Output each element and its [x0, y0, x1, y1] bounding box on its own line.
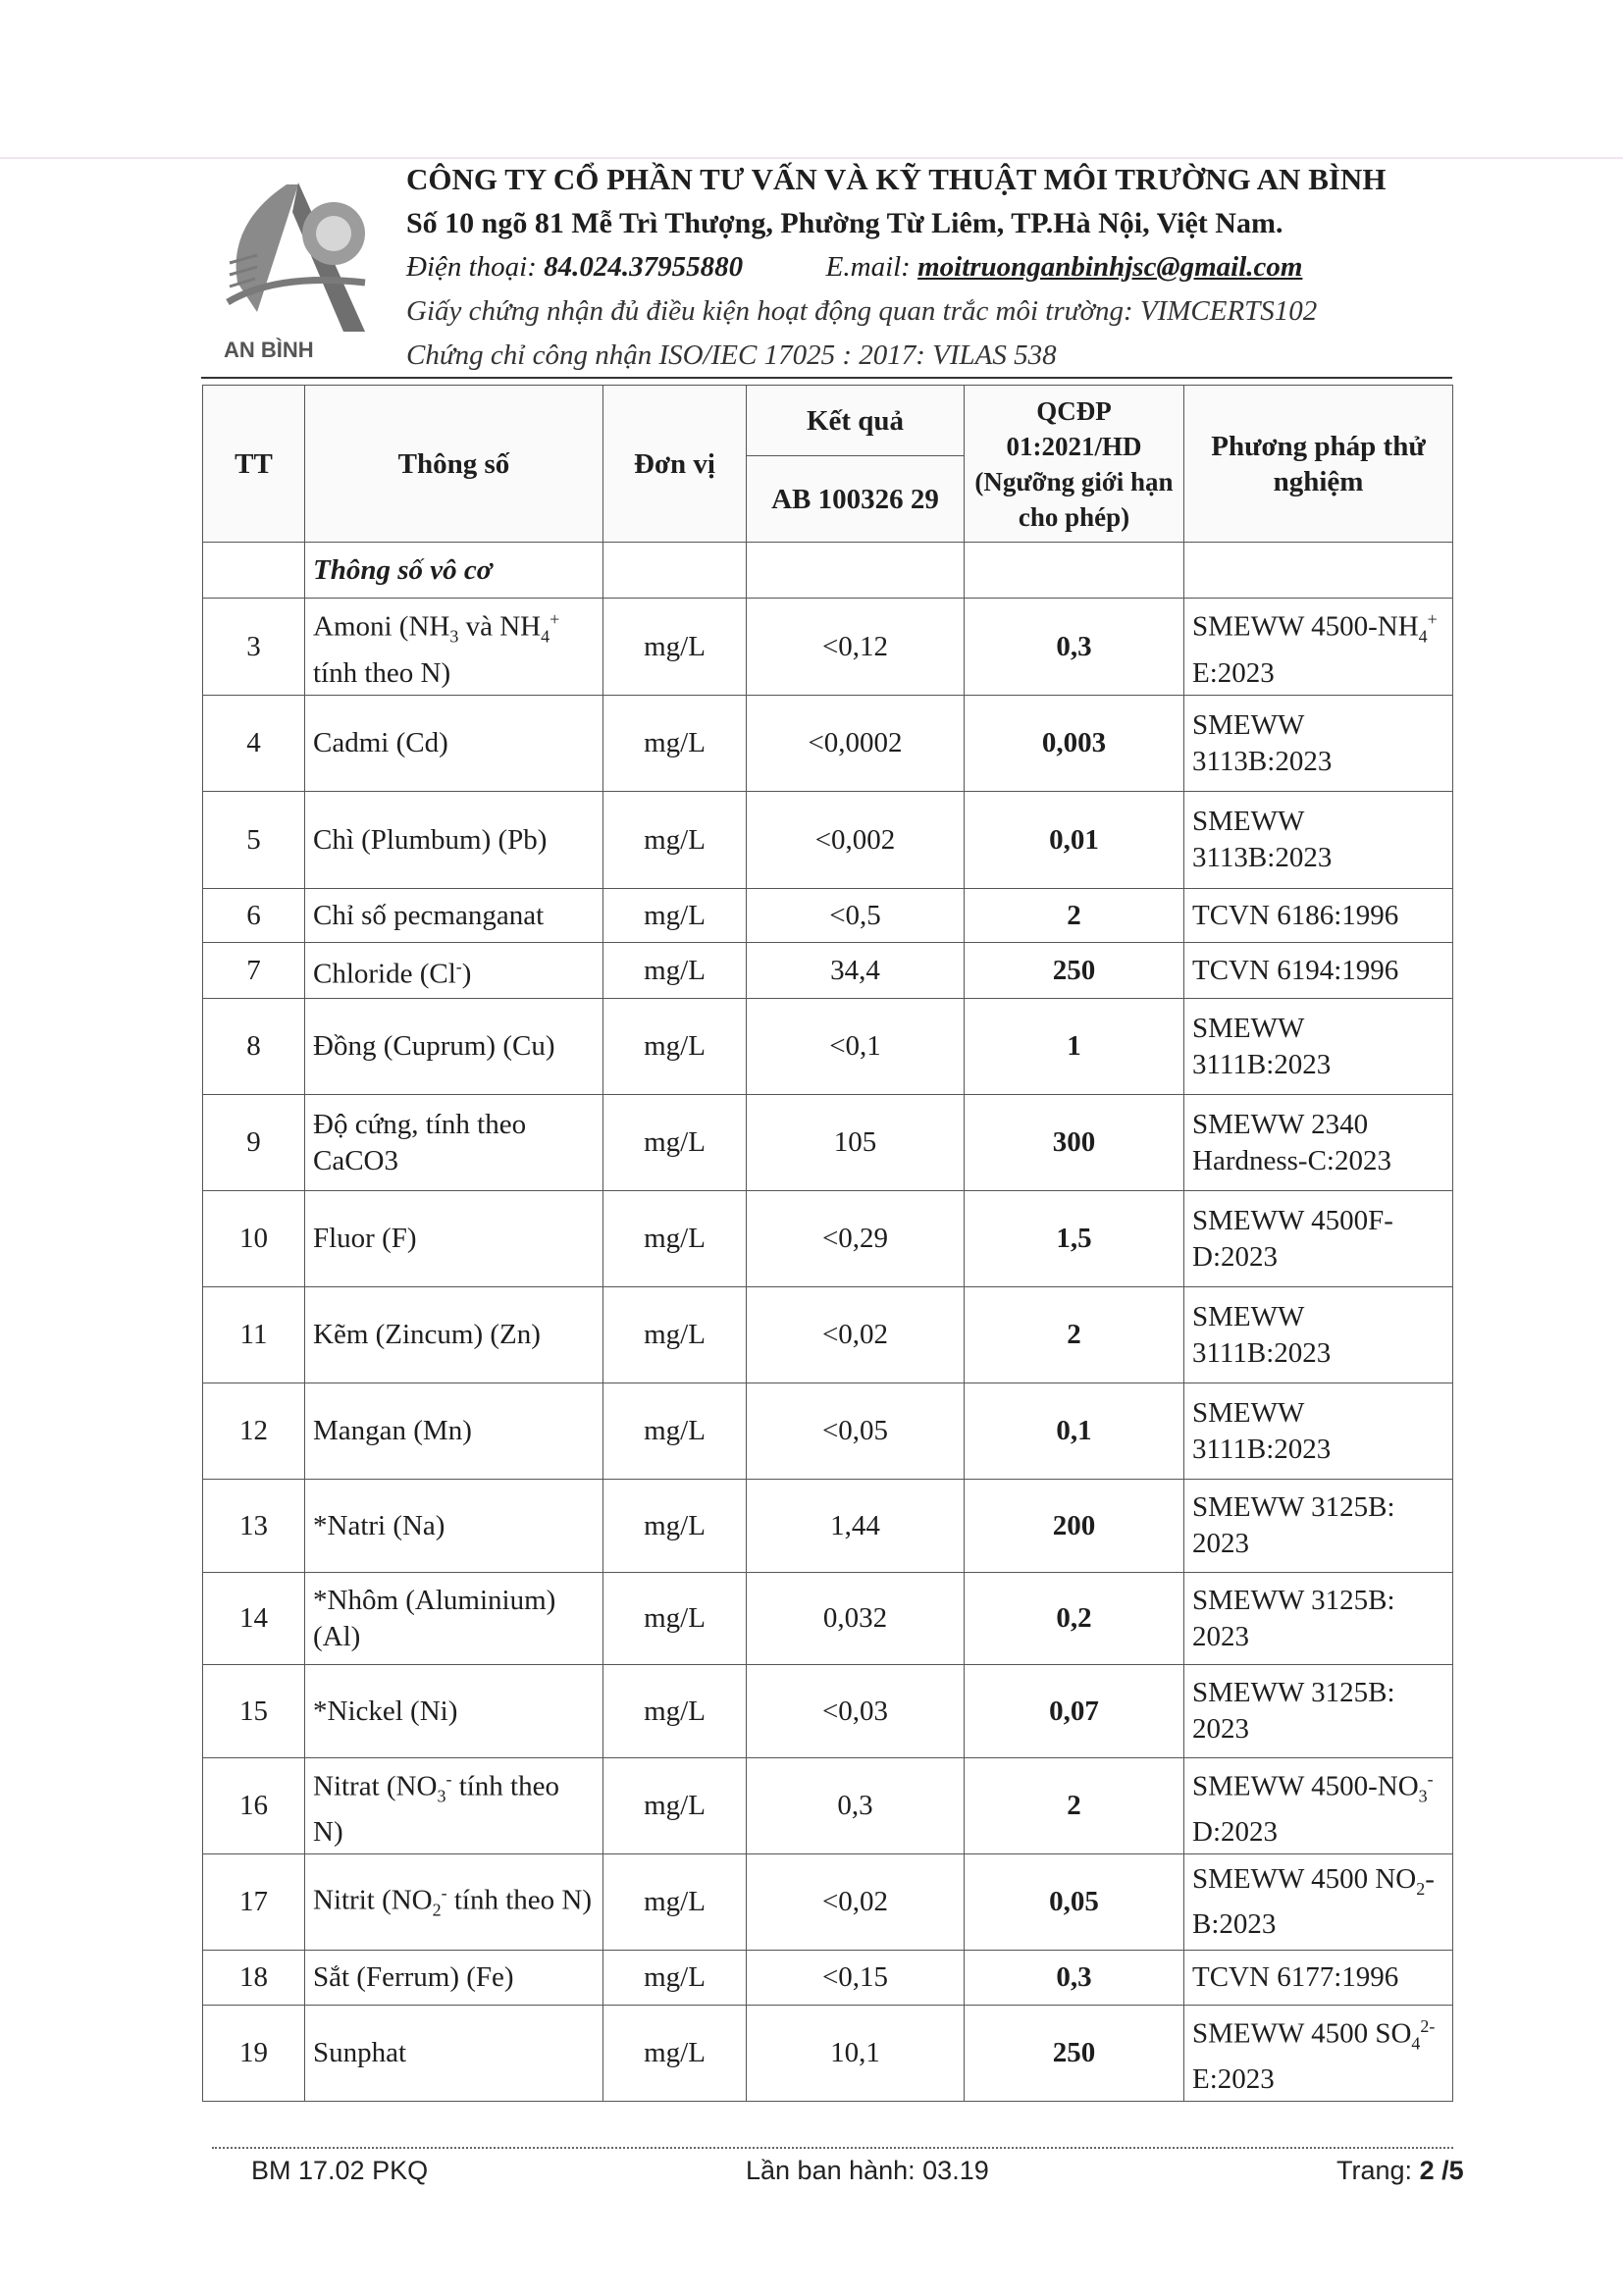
row-result: 1,44: [747, 1480, 965, 1573]
header-tt: TT: [203, 386, 305, 543]
row-unit: mg/L: [603, 1665, 747, 1758]
row-method: TCVN 6177:1996: [1184, 1951, 1453, 2006]
row-method: SMEWW 2340 Hardness-C:2023: [1184, 1095, 1453, 1191]
row-unit: mg/L: [603, 1383, 747, 1480]
page-label: Trang:: [1336, 2156, 1413, 2185]
section-row: [203, 543, 1453, 599]
row-result: <0,05: [747, 1383, 965, 1480]
issue-number: Lần ban hành: 03.19: [746, 2156, 989, 2185]
row-param: Đồng (Cuprum) (Cu): [305, 999, 603, 1095]
header-unit: Đơn vị: [603, 386, 747, 543]
table-row: [203, 2006, 1453, 2102]
row-method: SMEWW 3111B:2023: [1184, 1383, 1453, 1480]
logo-text: AN BÌNH: [224, 338, 314, 361]
row-tt: 9: [203, 1095, 305, 1191]
row-result: <0,02: [747, 1854, 965, 1951]
row-unit: mg/L: [603, 1287, 747, 1383]
row-result: <0,1: [747, 999, 965, 1095]
row-param: Cadmi (Cd): [305, 696, 603, 792]
row-limit: 0,2: [965, 1573, 1184, 1665]
email-link[interactable]: moitruonganbinhjsc@gmail.com: [917, 251, 1303, 283]
row-unit: mg/L: [603, 696, 747, 792]
row-limit: 0,1: [965, 1383, 1184, 1480]
form-code: BM 17.02 PKQ: [251, 2156, 429, 2185]
footer-divider: [212, 2147, 1453, 2149]
row-result: <0,0002: [747, 696, 965, 792]
row-limit: 300: [965, 1095, 1184, 1191]
table-row: [203, 1191, 1453, 1287]
header-method: Phương pháp thử nghiệm: [1184, 386, 1453, 543]
row-method: SMEWW 4500 $SO_4^{2-}E:2023$: [1184, 2006, 1453, 2102]
table-header-row: [203, 386, 1453, 456]
row-limit: 250: [965, 943, 1184, 999]
row-tt: 13: [203, 1480, 305, 1573]
row-param: Amoni ($NH_3$ và $NH_4^+$ tính theo N): [305, 599, 603, 696]
row-tt: 6: [203, 889, 305, 943]
row-result: <0,02: [747, 1287, 965, 1383]
row-limit: 0,003: [965, 696, 1184, 792]
table-row: [203, 1758, 1453, 1854]
table-row: [203, 943, 1453, 999]
phone-number: 84.024.37955880: [544, 251, 744, 283]
row-limit: 0,07: [965, 1665, 1184, 1758]
company-name: CÔNG TY CỔ PHẦN TƯ VẤN VÀ KỸ THUẬT MÔI TRƯỜNG AN BÌNH: [406, 162, 1387, 196]
company-address: Số 10 ngõ 81 Mễ Trì Thượng, Phường Từ Liêm, TP.Hà Nội, Việt Nam.: [406, 207, 1283, 239]
row-unit: mg/L: [603, 889, 747, 943]
row-tt: 10: [203, 1191, 305, 1287]
header-qcdp-line2: 01:2021/HD: [1006, 431, 1142, 461]
table-row: [203, 999, 1453, 1095]
row-tt: 12: [203, 1383, 305, 1480]
header-qcdp: [965, 386, 1184, 543]
row-unit: mg/L: [603, 1480, 747, 1573]
row-result: 34,4: [747, 943, 965, 999]
row-tt: 19: [203, 2006, 305, 2102]
row-unit: mg/L: [603, 1854, 747, 1951]
row-unit: mg/L: [603, 943, 747, 999]
row-limit: 0,3: [965, 599, 1184, 696]
row-param: Độ cứng, tính theo CaCO3: [305, 1095, 603, 1191]
row-tt: 4: [203, 696, 305, 792]
row-result: <0,002: [747, 792, 965, 889]
row-limit: 0,05: [965, 1854, 1184, 1951]
header-param: Thông số: [305, 386, 603, 543]
row-method: SMEWW 4500F-D:2023: [1184, 1191, 1453, 1287]
row-param: Chloride (Cl-): [305, 943, 603, 999]
phone-label: Điện thoại:: [406, 251, 537, 283]
section-title: Thông số vô cơ: [305, 543, 603, 599]
header-qcdp-line3: (Ngưỡng giới hạn cho phép): [974, 466, 1174, 532]
row-tt: 11: [203, 1287, 305, 1383]
row-param: *Natri (Na): [305, 1480, 603, 1573]
table-row: [203, 1951, 1453, 2006]
row-limit: 2: [965, 1758, 1184, 1854]
row-unit: mg/L: [603, 1191, 747, 1287]
row-tt: 18: [203, 1951, 305, 2006]
row-limit: 2: [965, 1287, 1184, 1383]
row-result: <0,15: [747, 1951, 965, 2006]
table-row: [203, 1665, 1453, 1758]
row-param: Nitrit ($NO_2^-$ tính theo N): [305, 1854, 603, 1951]
row-unit: mg/L: [603, 1951, 747, 2006]
header-sample-id: AB 100326 29: [747, 456, 965, 543]
row-result: 0,032: [747, 1573, 965, 1665]
vimcerts-certificate: Giấy chứng nhận đủ điều kiện hoạt động quan trắc môi trường: VIMCERTS102: [406, 295, 1318, 327]
row-method: SMEWW 3113B:2023: [1184, 696, 1453, 792]
header-result: Kết quả: [747, 386, 965, 456]
row-param: Nitrat ($NO_3^-$ tính theo N): [305, 1758, 603, 1854]
results-table: [202, 385, 1453, 2102]
row-tt: 15: [203, 1665, 305, 1758]
page-number: 2 /5: [1419, 2156, 1464, 2185]
table-row: [203, 1573, 1453, 1665]
row-param: Mangan (Mn): [305, 1383, 603, 1480]
row-unit: mg/L: [603, 1758, 747, 1854]
table-row: [203, 599, 1453, 696]
row-tt: 14: [203, 1573, 305, 1665]
row-method: SMEWW 3125B: 2023: [1184, 1665, 1453, 1758]
row-param: Kẽm (Zincum) (Zn): [305, 1287, 603, 1383]
row-tt: 17: [203, 1854, 305, 1951]
logo-mark-icon: [228, 183, 365, 332]
email-label: E.mail:: [825, 251, 911, 283]
row-param: Chỉ số pecmanganat: [305, 889, 603, 943]
row-param: Fluor (F): [305, 1191, 603, 1287]
row-method: TCVN 6186:1996: [1184, 889, 1453, 943]
row-param: Sunphat: [305, 2006, 603, 2102]
page-indicator: [1336, 2156, 1464, 2186]
row-result: <0,29: [747, 1191, 965, 1287]
table-row: [203, 792, 1453, 889]
row-method: SMEWW 3113B:2023: [1184, 792, 1453, 889]
table-row: [203, 1287, 1453, 1383]
row-method: SMEWW 4500 $NO_2-B:2023$: [1184, 1854, 1453, 1951]
table-row: [203, 1095, 1453, 1191]
row-result: 0,3: [747, 1758, 965, 1854]
iso-certificate: Chứng chỉ công nhận ISO/IEC 17025 : 2017: VILAS 538: [406, 339, 1057, 371]
table-row: [203, 889, 1453, 943]
header-divider: [201, 377, 1452, 379]
row-result: 10,1: [747, 2006, 965, 2102]
row-param: Chì (Plumbum) (Pb): [305, 792, 603, 889]
row-tt: 8: [203, 999, 305, 1095]
row-result: <0,12: [747, 599, 965, 696]
row-limit: 0,3: [965, 1951, 1184, 2006]
row-param: *Nickel (Ni): [305, 1665, 603, 1758]
row-method: SMEWW 3125B: 2023: [1184, 1573, 1453, 1665]
row-result: 105: [747, 1095, 965, 1191]
row-unit: mg/L: [603, 1573, 747, 1665]
row-result: <0,03: [747, 1665, 965, 1758]
row-method: SMEWW $4500-NH_4^+$ E:2023: [1184, 599, 1453, 696]
contact-line: [406, 245, 1544, 289]
row-unit: mg/L: [603, 1095, 747, 1191]
row-method: SMEWW 3111B:2023: [1184, 999, 1453, 1095]
row-limit: 1: [965, 999, 1184, 1095]
row-param: Sắt (Ferrum) (Fe): [305, 1951, 603, 2006]
row-method: SMEWW 3111B:2023: [1184, 1287, 1453, 1383]
row-unit: mg/L: [603, 2006, 747, 2102]
row-tt: 7: [203, 943, 305, 999]
row-limit: 200: [965, 1480, 1184, 1573]
table-row: [203, 1854, 1453, 1951]
row-method: SMEWW $4500-NO_3^-D:2023$: [1184, 1758, 1453, 1854]
row-result: <0,5: [747, 889, 965, 943]
table-row: [203, 696, 1453, 792]
row-unit: mg/L: [603, 599, 747, 696]
row-method: TCVN 6194:1996: [1184, 943, 1453, 999]
row-unit: mg/L: [603, 999, 747, 1095]
company-logo: [218, 165, 385, 361]
row-param: *Nhôm (Aluminium) (Al): [305, 1573, 603, 1665]
row-method: SMEWW 3125B: 2023: [1184, 1480, 1453, 1573]
table-row: [203, 1383, 1453, 1480]
row-limit: 2: [965, 889, 1184, 943]
table-row: [203, 1480, 1453, 1573]
row-limit: 250: [965, 2006, 1184, 2102]
row-limit: 1,5: [965, 1191, 1184, 1287]
document-header: [406, 157, 1544, 378]
row-tt: 16: [203, 1758, 305, 1854]
row-unit: mg/L: [603, 792, 747, 889]
row-tt: 3: [203, 599, 305, 696]
row-tt: 5: [203, 792, 305, 889]
header-qcdp-line1: QCĐP: [1036, 395, 1112, 426]
row-limit: 0,01: [965, 792, 1184, 889]
